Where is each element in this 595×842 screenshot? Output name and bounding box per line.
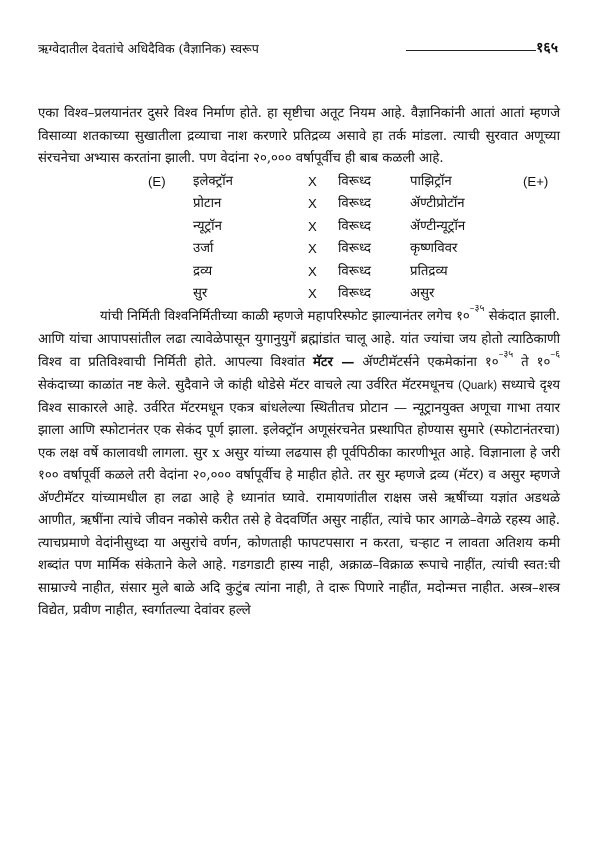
versus-mark: X [308, 173, 317, 189]
versus-mark: X [308, 286, 317, 301]
pair-row [38, 216, 560, 239]
right-term: प्रतिद्रव्य [410, 263, 448, 279]
left-term: न्यूट्रॉन [193, 218, 222, 234]
opposite-word: विरूध्द [338, 263, 371, 279]
bold-term: मॅटर — [313, 354, 355, 370]
text-segment: ॲण्टीमॅटर्सने एकमेकांना १० [354, 354, 499, 370]
left-term: द्रव्य [193, 263, 213, 279]
text-segment: यांची निर्मिती विश्वनिर्मितीच्या काळी म्हणजे महापरिस्फोट झाल्यानंतर लगेच १० [100, 308, 470, 324]
pair-row [38, 238, 560, 261]
text-segment: सध्याचे दृश्य विश्व साकारले आहे. उर्वरित मॅटरमधून एकत्र बांधलेल्या स्थितीतच प्रोटान — न्यूट्रानयुक्त अणूचा गाभा तयार झाला आणि स्फोटानंतर एक सेकंद पूर्ण झाला. इलेक्ट्रॉन अणूसंरचनेत प्रस्थापित होण्यास सुमारे (स्फोटानंतरचा) एक लक्ष वर्षे कालावधी लागला. सुर x असुर यांच्या लढयास ही पूर्वपिठीका कारणीभूत आहे. विज्ञानाला हे जरी १०० वर्षापूर्वी कळले तरी वेदांना २०,००० वर्षापूर्वीच हे माहीत होते. तर सुर म्हणजे द्रव्य (मॅटर) व असुर म्हणजे ॲण्टीमॅटर यांच्यामधील हा लढा आहे हे ध्यानांत घ्यावे. रामायणांतील राक्षस जसे ऋषींच्या यज्ञांत अडथळे आणीत, ऋषींना त्यांचे जीवन नकोसे करीत तसे हे वेदवर्णित असुर नाहींत, त्यांचे फार आगळे–वेगळे रहस्य आहे. त्याचप्रमाणे वेदांनीसुध्दा या असुरांचे वर्णन, कोणताही फापटपसारा न करता, चऱ्हाट न लावता अतिशय कमी शब्दांत पण मार्मिक संकेताने केले आहे. गडगडाटी हास्य नाही, अक्राळ–विक्राळ रूपाचे नाहींत, त्यांची स्वत:ची साम्राज्ये नाहीत, संसार मुले बाळे अदि कुटुंब त्यांना नाही, ते दारू पिणारे नाहींत, मदोन्मत्त नाहीत. अस्त्र–शस्त्र विद्येत, प्रवीण नाहीत, स्वर्गातल्या देवांवर हल्ले [38, 378, 560, 618]
running-title: ऋग्वेदातील देवतांचे अधिदैविक (वैज्ञानिक) स्वरूप [38, 41, 259, 56]
exponent: –६ [550, 348, 561, 360]
right-term: असुर [410, 286, 435, 301]
left-tag: (E) [148, 173, 166, 189]
pair-row [38, 261, 560, 284]
exponent: –३५ [469, 302, 485, 314]
right-term: कृष्णविवर [410, 241, 458, 256]
text-segment: सेकंदात झाली. आणि यांचा आपापसांतील लढा त्यावेळेपासून युगानुयुगें ब्रह्मांडांत चालू आहे. यांत ज्यांचा जय होतो त्याठिकाणी विश्व वा प्रतिविश्वाची निर्मिती होते. आपल्या विश्वांत [38, 308, 560, 370]
versus-mark: X [308, 263, 317, 279]
page-number: १६५ [536, 40, 558, 56]
versus-mark: X [308, 241, 317, 256]
right-tag: (E+) [523, 173, 549, 189]
opposite-word: विरूध्द [338, 241, 371, 256]
versus-mark: X [308, 196, 317, 211]
text-segment: ते १० [513, 354, 551, 370]
quark-term: (Quark) [458, 380, 498, 392]
opposite-word: विरूध्द [338, 218, 371, 234]
opposite-word: विरूध्द [338, 286, 371, 301]
versus-mark: X [308, 218, 317, 234]
page-header [38, 36, 558, 62]
right-term: ॲण्टीप्रोटॉन [410, 196, 465, 211]
left-term: प्रोटान [193, 196, 222, 211]
right-term: ॲण्टीन्यूट्रॉन [410, 218, 466, 234]
particle-pairs-list [38, 171, 560, 306]
page-body [38, 103, 560, 623]
text-segment: सेकंदाच्या काळांत नष्ट केले. सुदैवाने जे कांही थोडेसे मॅटर वाचले त्या उर्वरित मॅटरमधूनच [38, 378, 459, 393]
header-rule [406, 50, 536, 51]
left-term: इलेक्ट्रॉन [193, 173, 233, 189]
opposite-word: विरूध्द [338, 196, 371, 211]
intro-paragraph: एका विश्व–प्रलयानंतर दुसरे विश्व निर्माण होते. हा सृष्टीचा अतूट नियम आहे. वैज्ञानिकांनी आतां आतां म्हणजे विसाव्या शतकाच्या सुखातीला द्रव्याचा नाश करणारे प्रतिद्रव्य असावे हा तर्क मांडला. त्याची सुरवात अणूच्या संरचनेचा अभ्यास करतांना झाली. पण वेदांना २०,००० वर्षापूर्वीच ही बाब कळली आहे. [38, 106, 560, 166]
right-term: पाझिट्रॉन [410, 173, 452, 189]
pair-row [38, 171, 560, 194]
left-term: सुर [193, 286, 208, 301]
opposite-word: विरूध्द [338, 173, 371, 189]
exponent: –३५ [498, 348, 514, 360]
main-paragraph [38, 302, 561, 623]
pair-row [38, 193, 560, 216]
left-term: उर्जा [193, 241, 214, 256]
